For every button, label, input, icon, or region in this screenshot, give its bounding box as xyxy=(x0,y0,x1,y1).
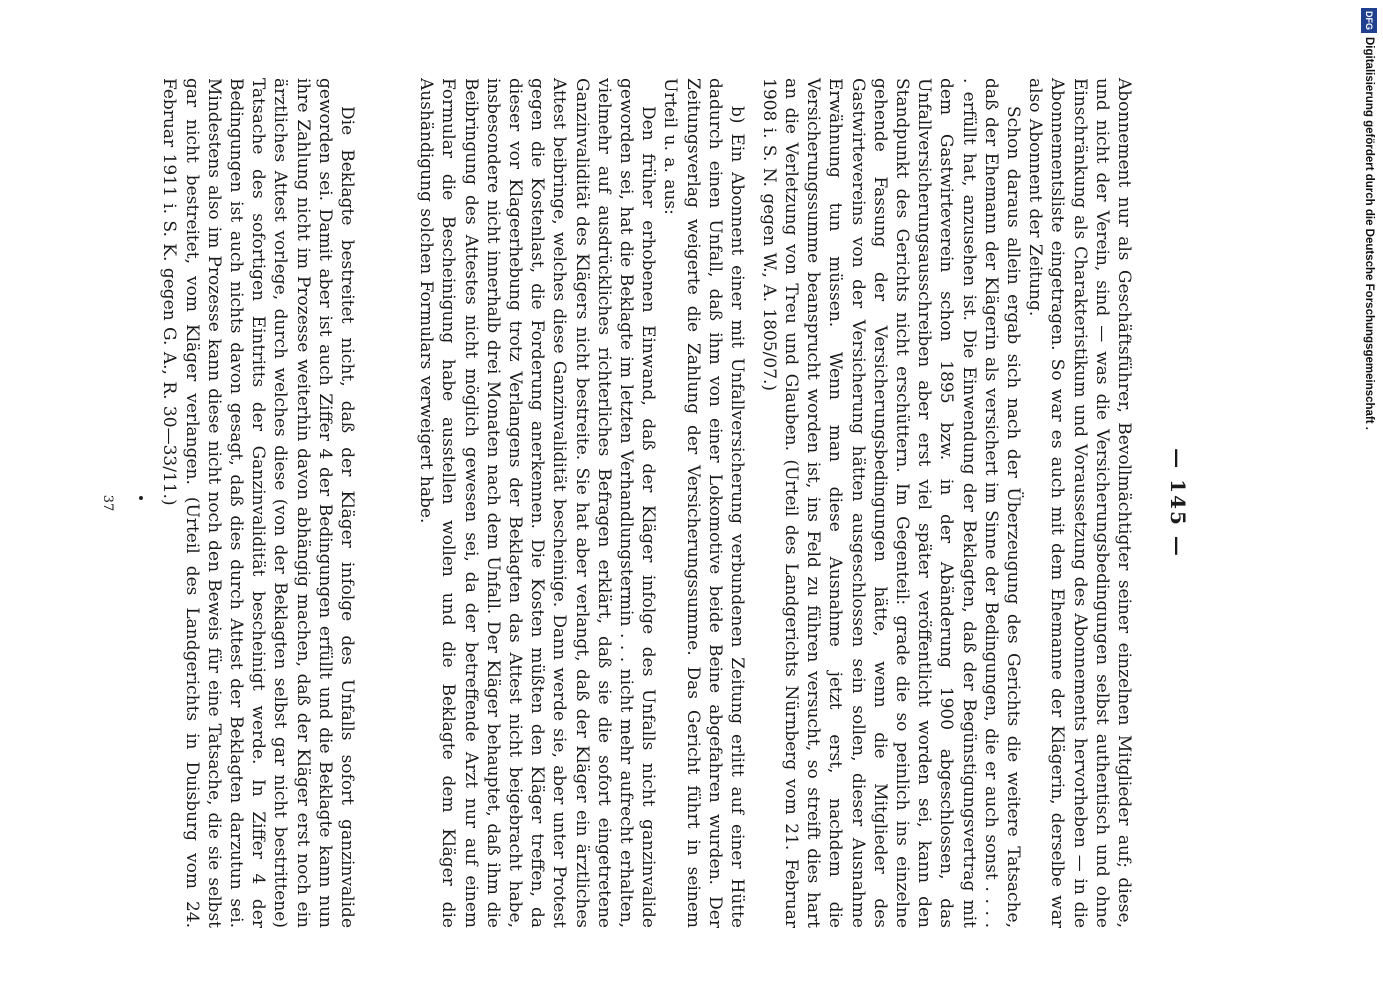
sheet-number: 37 xyxy=(100,494,115,512)
text-block-2 xyxy=(415,78,748,928)
text-block-3 xyxy=(158,78,358,928)
paragraph-1: Abonnement nur als Geschäftsführer, Bevollmächtigter seiner einzelnen Mitglieder auf; diese, und nicht der Verein, sind — was die Versicherungsbedingungen selbst authentisch und ohne Einschränkung als Charakteristikum und Voraussetzung des Abonnements hervorheben — in die Abonnementsliste eingetragen. So war es auch mit dem Ehemanne der Klägerin, derselbe war also Abonnent der Zeitung. xyxy=(1025,78,1134,928)
credit-text: Digitalisierung gefördert durch die Deutsche Forschungsgemeinschaft . xyxy=(1363,37,1375,430)
text-block-1 xyxy=(758,78,1135,928)
paragraph-2: Schon daraus allein ergab sich nach der Überzeugung des Gerichts die weitere Tatsache, daß der Ehemann der Klägerin als versichert im Sinne der Bedingungen, die er auch sonst . . . . . erfüllt hat, anzusehen ist. Die Einwendung der Beklagten, daß der Begünstigungsvertrag mit dem Gastwirteverein schon 1895 bzw. in der Abänderung 1900 abgeschlossen, das Unfallversicherungsausschreiben aber erst viel später veröffentlicht worden sei, kann den Standpunkt des Gerichts nicht erschüttern. Im Gegenteil: grade die so peinlich ins einzelne gehende Fassung der Versicherungsbedingungen hätte, wenn die Mitglieder des Gastwirtevereins von der Versicherung hätten ausgeschlossen sein sollen, dieser Ausnahme Erwähnung tun müssen. Wenn man diese Ausnahme jetzt erst, nachdem die Versicherungssumme beansprucht worden ist, ins Feld zu führen versucht, so streift dies hart an die Verletzung von Treu und Glauben. (Urteil des Landgerichts Nürnberg vom 21. Februar 1908 i. S. N. gegen W., A. 1805/07.) xyxy=(758,78,1023,928)
document-page xyxy=(70,78,1210,928)
dfg-logo: DFG xyxy=(1361,8,1377,33)
paragraph-3: b) Ein Abonnent einer mit Unfallversicherung verbundenen Zeitung erlitt auf einer Hütte dadurch einen Unfall, daß ihm von einer Lokomotive beide Beine abgefahren wurden. Der Zeitungsverlag weigerte die Zahlung der Versicherungssumme. Das Gericht führt in seinem Urteil u. a. aus: xyxy=(660,78,747,928)
page-number-header: — 145 — xyxy=(1166,448,1190,558)
ink-dot xyxy=(139,496,143,500)
digitization-credit xyxy=(1361,8,1377,988)
paragraph-4: Den früher erhobenen Einwand, daß der Kläger infolge des Unfalls nicht ganzinvalide geworden sei, hat die Beklagte im letzten Verhandlungstermin . . . nicht mehr aufrecht erhalten, vielmehr auf ausdrückliches richterliches Befragen erklärt, daß sie die sofort eingetretene Ganzinvalidität des Klägers nicht bestreite. Sie hat aber verlangt, daß der Kläger ein ärztliches Attest beibringe, welches diese Ganzinvalidität bescheinige. Dann werde sie, aber unter Protest gegen die Kostenlast, die Forderung anerkennen. Die Kosten müßten den Kläger treffen, da dieser vor Klageerhebung trotz Verlangens der Beklagten das Attest nicht beigebracht habe, insbesondere nicht innerhalb drei Monaten nach dem Unfall. Der Kläger behauptet, daß ihm die Beibringung des Attestes nicht möglich gewesen sei, da der betreffende Arzt nur auf einem Formular die Bescheinigung habe ausstellen wollen und die Beklagte dem Kläger die Aushändigung solchen Formulars verweigert habe. xyxy=(416,78,659,928)
paragraph-5: Die Beklagte bestreitet nicht, daß der Kläger infolge des Unfalls sofort ganzinvalide geworden sei. Damit aber ist auch Ziffer 4 der Bedingungen erfüllt und die Beklagte kann nun ihre Zahlung nicht im Prozesse weiterhin davon abhängig machen, daß der Kläger erst noch ein ärztliches Attest vorlege, durch welches diese (von der Beklagten selbst gar nicht bestrittene) Tatsache des sofortigen Eintritts der Ganzinvalidität bescheinigt werde. In Ziffer 4 der Bedingungen ist auch nichts davon gesagt, daß dies durch Attest der Beklagten darzutun sei. Mindestens also im Prozesse kann diese nicht noch den Beweis für eine Tatsache, die sie selbst gar nicht bestreitet, vom Kläger verlangen. (Urteil des Landgerichts in Duisburg vom 24. Februar 1911 i. S. K. gegen G. A., R. 30—33/11.) xyxy=(159,78,357,928)
